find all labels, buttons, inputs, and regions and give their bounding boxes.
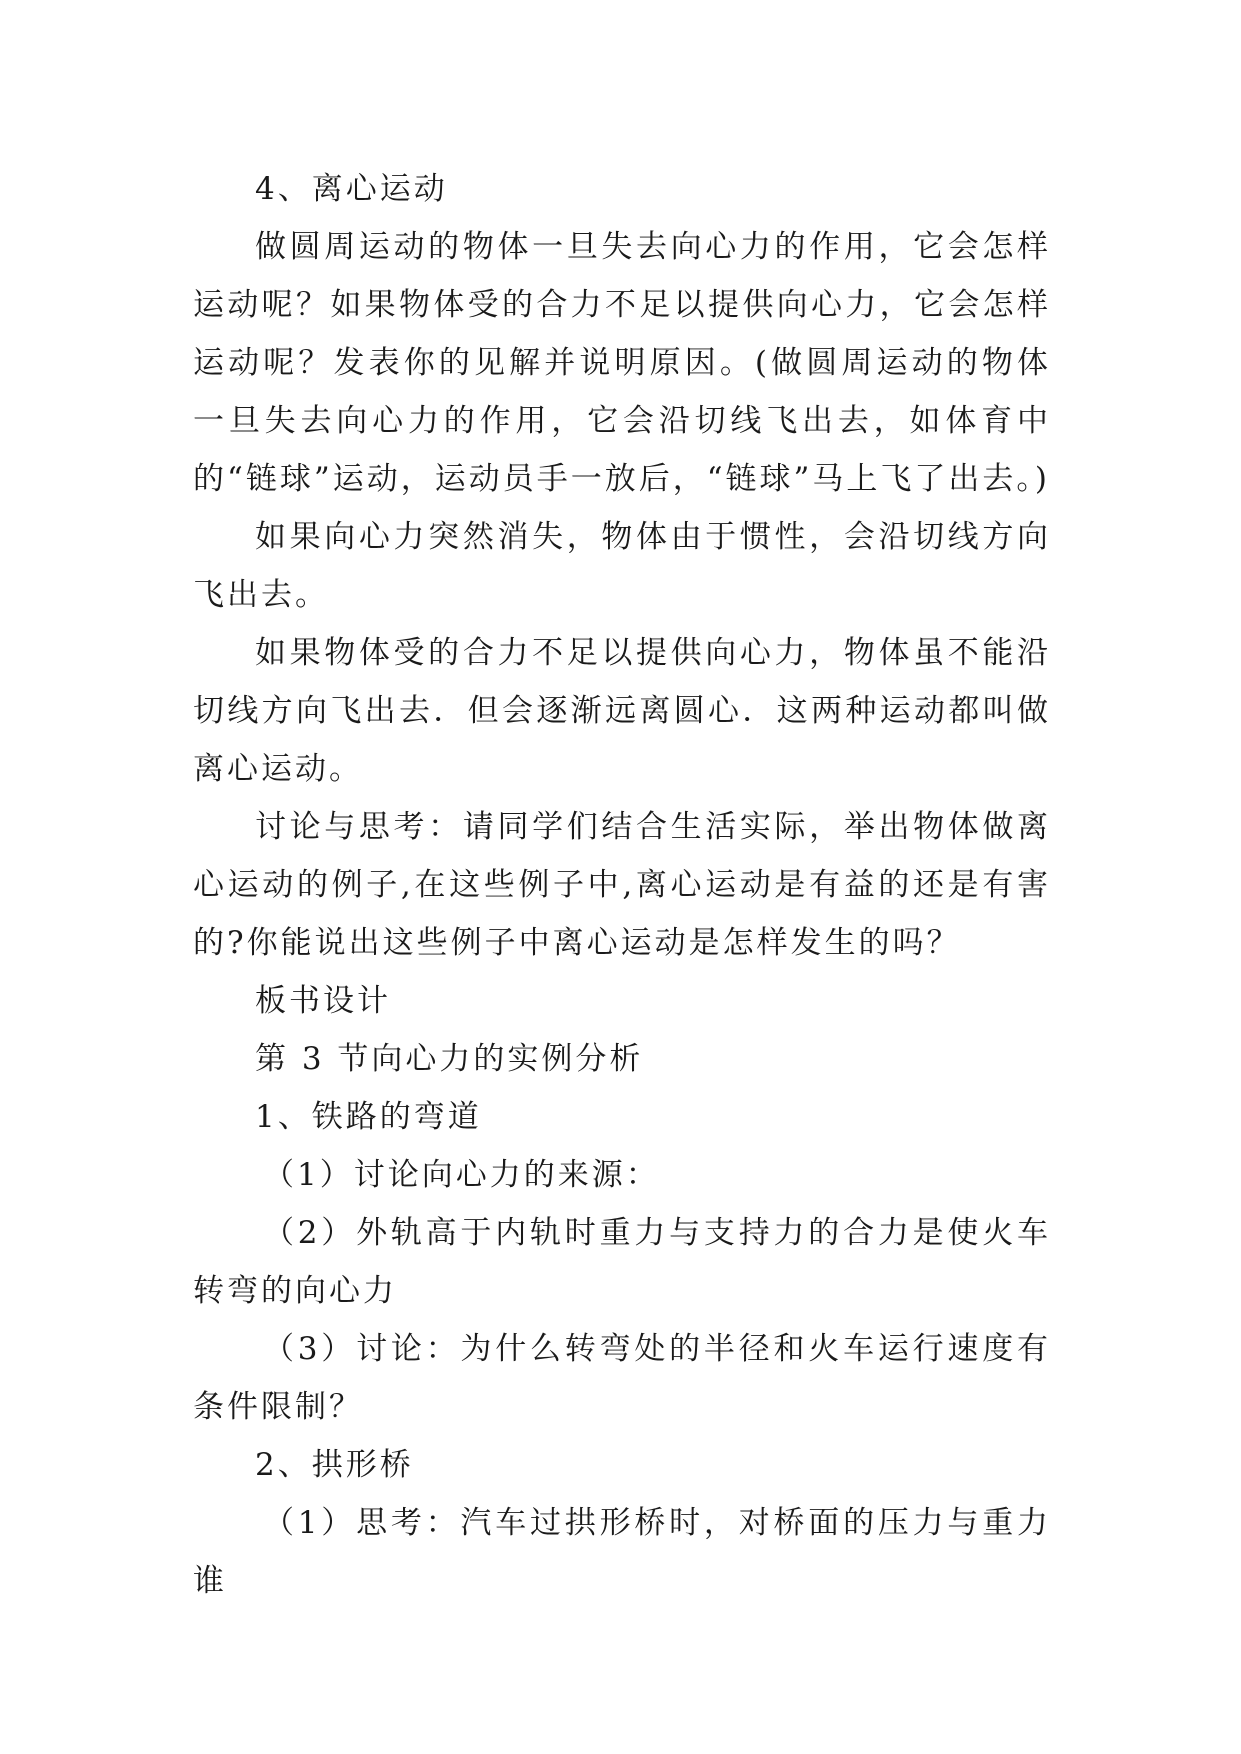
paragraph-inertia: 如果向心力突然消失，物体由于惯性，会沿切线方向飞出去。 bbox=[193, 519, 1051, 613]
paragraph-question: 做圆周运动的物体一旦失去向心力的作用，它会怎样运动呢？如果物体受的合力不足以提供向心力，它会怎样运动呢？发表你的见解并说明原因。(做圆周运动的物体一旦失去向心力的作用，它会沿切线飞出去，如体育中的“链球”运动，运动员手一放后，“链球”马上飞了出去。) bbox=[193, 229, 1051, 497]
section-heading-centrifugal-motion: 4、离心运动 bbox=[255, 171, 448, 207]
document-body bbox=[193, 160, 1051, 1610]
heading-railway-curve: 1、铁路的弯道 bbox=[255, 1099, 482, 1135]
paragraph-discussion: 讨论与思考：请同学们结合生活实际，举出物体做离心运动的例子,在这些例子中,离心运动是有益的还是有害的?你能说出这些例子中离心运动是怎样发生的吗？ bbox=[193, 809, 1051, 961]
heading-arch-bridge: 2、拱形桥 bbox=[255, 1447, 414, 1483]
list-item-3: （3）讨论：为什么转弯处的半径和火车运行速度有条件限制？ bbox=[193, 1331, 1051, 1425]
list-item-bridge-1: （1）思考：汽车过拱形桥时，对桥面的压力与重力谁 bbox=[193, 1505, 1051, 1599]
heading-board-design: 板书设计 bbox=[255, 983, 391, 1019]
list-item-2: （2）外轨高于内轨时重力与支持力的合力是使火车转弯的向心力 bbox=[193, 1215, 1051, 1309]
heading-section-3: 第 3 节向心力的实例分析 bbox=[255, 1041, 644, 1077]
list-item-1: （1）讨论向心力的来源： bbox=[263, 1157, 660, 1193]
paragraph-definition: 如果物体受的合力不足以提供向心力，物体虽不能沿切线方向飞出去．但会逐渐远离圆心．这两种运动都叫做离心运动。 bbox=[193, 635, 1051, 787]
